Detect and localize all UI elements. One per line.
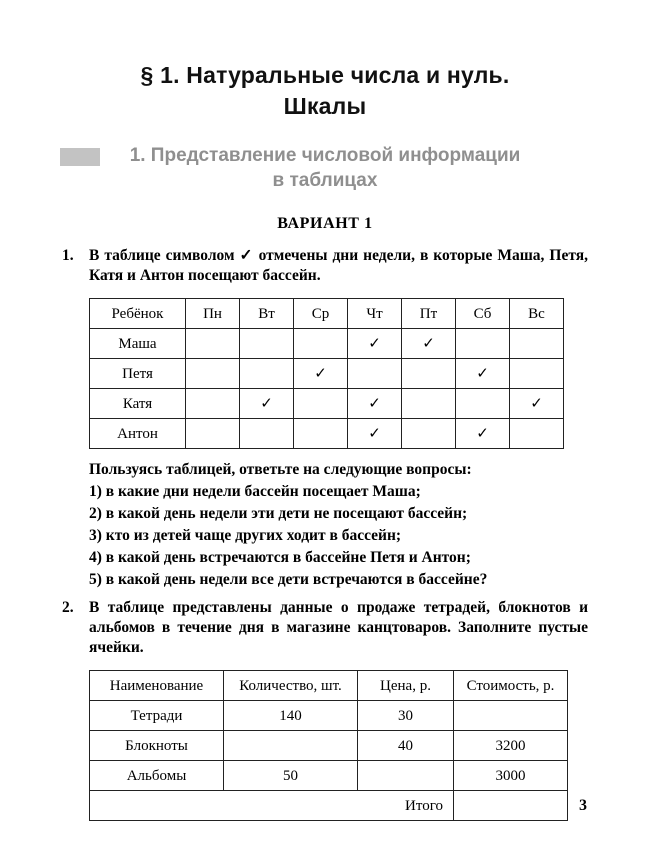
sales-header-name: Наименование	[90, 671, 224, 701]
pool-cell-check	[240, 329, 294, 359]
sales-header-cost: Стоимость, р.	[454, 671, 568, 701]
section-heading-line2: в таблицах	[272, 169, 378, 191]
sales-total-value	[454, 791, 568, 821]
pool-cell-check	[294, 389, 348, 419]
problem-2-number: 2.	[62, 599, 74, 617]
pool-cell-check: ✓	[402, 329, 456, 359]
sales-total-label: Итого	[90, 791, 454, 821]
pool-cell-check	[456, 389, 510, 419]
sales-row-tetradi	[90, 701, 568, 731]
pool-table-row-katya	[90, 389, 564, 419]
pool-cell-check	[186, 329, 240, 359]
sales-cell-quantity	[224, 731, 358, 761]
sales-cell-cost: 3200	[454, 731, 568, 761]
pool-cell-check	[240, 419, 294, 449]
sales-cell-price	[358, 761, 454, 791]
pool-cell-check	[240, 359, 294, 389]
sales-cell-name: Альбомы	[90, 761, 224, 791]
pool-cell-check	[510, 419, 564, 449]
pool-header-fri: Пт	[402, 299, 456, 329]
pool-cell-check	[456, 329, 510, 359]
problem-1-number: 1.	[62, 247, 74, 265]
pool-cell-check	[402, 419, 456, 449]
chapter-title	[62, 60, 588, 122]
pool-cell-check	[186, 359, 240, 389]
chapter-title-line1: § 1. Натуральные числа и нуль.	[140, 62, 510, 88]
sales-row-bloknoty	[90, 731, 568, 761]
pool-cell-check: ✓	[240, 389, 294, 419]
pool-cell-check: ✓	[456, 419, 510, 449]
problem-1-statement: В таблице символом ✓ отмечены дни недели, в которые Маша, Петя, Катя и Антон посещают бассейн.	[89, 247, 588, 285]
sales-cell-name: Тетради	[90, 701, 224, 731]
problem-1-questions	[89, 459, 588, 591]
problem-1-body	[89, 246, 588, 591]
variant-label: ВАРИАНТ 1	[277, 215, 373, 233]
pool-cell-check: ✓	[348, 389, 402, 419]
question-4: 4) в какой день встречаются в бассейне Петя и Антон;	[89, 549, 471, 567]
sales-row-total	[90, 791, 568, 821]
sales-cell-price: 40	[358, 731, 454, 761]
pool-cell-check	[402, 359, 456, 389]
question-5: 5) в какой день недели все дети встречаются в бассейне?	[89, 571, 488, 589]
sales-table	[89, 670, 568, 821]
pool-table-row-petya	[90, 359, 564, 389]
sales-header-quantity: Количество, шт.	[224, 671, 358, 701]
pool-cell-check: ✓	[348, 419, 402, 449]
page-number: 3	[579, 797, 587, 814]
pool-header-child: Ребёнок	[90, 299, 186, 329]
pool-table-row-masha	[90, 329, 564, 359]
question-1: 1) в какие дни недели бассейн посещает Маша;	[89, 483, 421, 501]
pool-cell-check: ✓	[294, 359, 348, 389]
pool-header-thu: Чт	[348, 299, 402, 329]
sales-cell-price: 30	[358, 701, 454, 731]
sales-header-price: Цена, р.	[358, 671, 454, 701]
problem-2-statement: В таблице представлены данные о продаже тетрадей, блокнотов и альбомов в течение дня в магазине канцтоваров. Заполните пустые ячейки.	[89, 599, 588, 657]
pool-cell-name: Антон	[90, 419, 186, 449]
pool-table-row-anton	[90, 419, 564, 449]
pool-cell-check	[294, 329, 348, 359]
sales-row-albomy	[90, 761, 568, 791]
pool-cell-check: ✓	[456, 359, 510, 389]
pool-cell-name: Катя	[90, 389, 186, 419]
sales-cell-quantity: 140	[224, 701, 358, 731]
pool-cell-check	[402, 389, 456, 419]
problem-2-body	[89, 598, 588, 821]
chapter-title-line2: Шкалы	[283, 93, 367, 120]
sales-cell-quantity: 50	[224, 761, 358, 791]
problem-2	[62, 598, 588, 821]
pool-cell-check	[186, 419, 240, 449]
pool-header-mon: Пн	[186, 299, 240, 329]
pool-cell-check: ✓	[348, 329, 402, 359]
questions-intro: Пользуясь таблицей, ответьте на следующие вопросы:	[89, 461, 472, 479]
pool-cell-check	[510, 329, 564, 359]
pool-cell-check	[186, 389, 240, 419]
pool-cell-name: Маша	[90, 329, 186, 359]
pool-table-header-row	[90, 299, 564, 329]
pool-schedule-table	[89, 298, 564, 449]
sales-table-header-row	[90, 671, 568, 701]
section-marker-block	[60, 148, 100, 166]
pool-cell-check	[294, 419, 348, 449]
pool-header-tue: Вт	[240, 299, 294, 329]
pool-header-wed: Ср	[294, 299, 348, 329]
pool-cell-check	[348, 359, 402, 389]
pool-cell-name: Петя	[90, 359, 186, 389]
pool-header-sun: Вс	[510, 299, 564, 329]
pool-header-sat: Сб	[456, 299, 510, 329]
problem-1	[62, 246, 588, 591]
question-3: 3) кто из детей чаще других ходит в бассейн;	[89, 527, 402, 545]
pool-cell-check: ✓	[510, 389, 564, 419]
section-heading-line1: 1. Представление числовой информации	[129, 145, 521, 167]
sales-cell-name: Блокноты	[90, 731, 224, 761]
pool-cell-check	[510, 359, 564, 389]
section-heading	[62, 144, 588, 193]
question-2: 2) в какой день недели эти дети не посещают бассейн;	[89, 505, 468, 523]
sales-cell-cost	[454, 701, 568, 731]
sales-cell-cost: 3000	[454, 761, 568, 791]
